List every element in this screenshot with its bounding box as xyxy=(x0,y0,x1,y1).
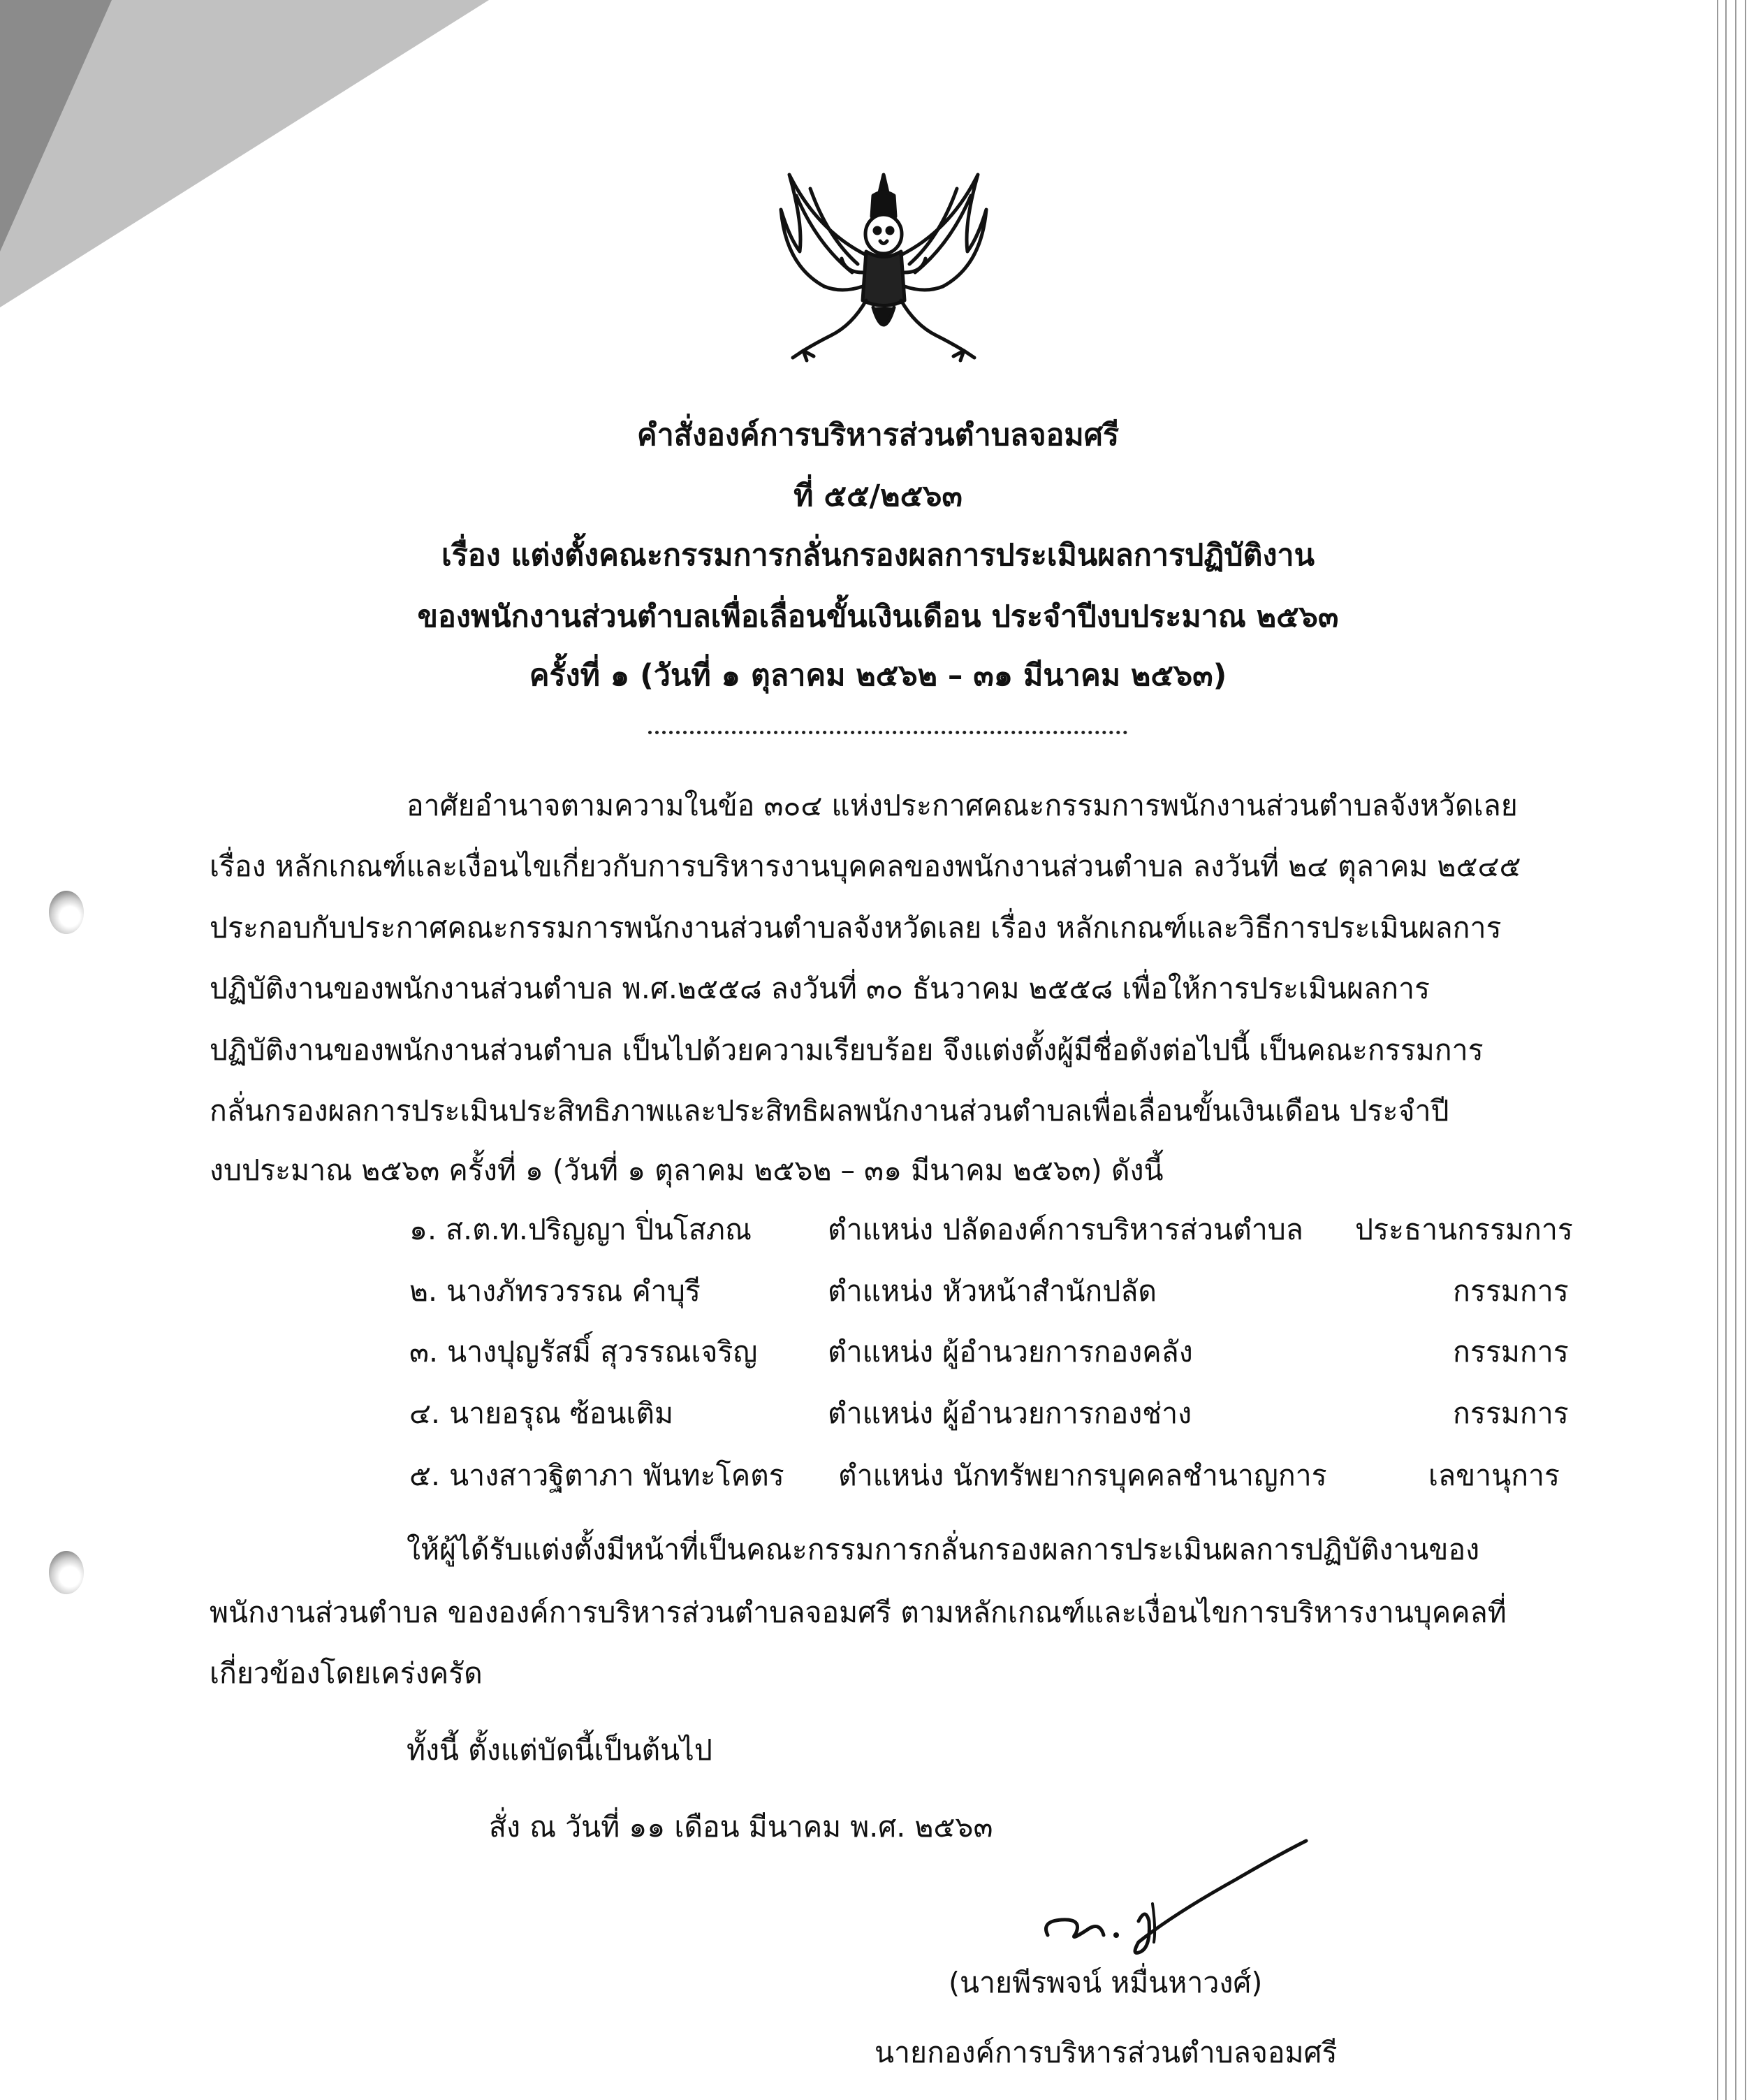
document-subject-line-3: ครั้งที่ ๑ (วันที่ ๑ ตุลาคม ๒๕๖๒ – ๓๑ มีนาคม ๒๕๖๓) xyxy=(529,658,1227,693)
document-title: คำสั่งองค์การบริหารส่วนตำบลจอมศรี xyxy=(636,418,1120,453)
paragraph-1-line: เรื่อง หลักเกณฑ์และเงื่อนไขเกี่ยวกับการบริหารงานบุคคลของพนักงานส่วนตำบล ลงวันที่ ๒๔ ตุลาคม ๒๕๔๕ xyxy=(210,850,1521,883)
member-role: กรรมการ xyxy=(1453,1274,1569,1308)
page-edge xyxy=(1717,0,1718,2100)
member-position: ตำแหน่ง ผู้อำนวยการกองช่าง xyxy=(828,1397,1192,1430)
member-role: ประธานกรรมการ xyxy=(1355,1213,1573,1246)
member-position: ตำแหน่ง นักทรัพยากรบุคคลชำนาญการ xyxy=(838,1459,1327,1492)
document-subject-line-1: เรื่อง แต่งตั้งคณะกรรมการกลั่นกรองผลการประเมินผลการปฏิบัติงาน xyxy=(441,538,1315,573)
member-name: ๒. นางภัทรวรรณ คำบุรี xyxy=(409,1274,701,1308)
order-date: สั่ง ณ วันที่ ๑๑ เดือน มีนาคม พ.ศ. ๒๕๖๓ xyxy=(489,1810,993,1844)
paragraph-1-line: ปฏิบัติงานของพนักงานส่วนตำบล พ.ศ.๒๕๕๘ ลงวันที่ ๓๐ ธันวาคม ๒๕๕๘ เพื่อให้การประเมินผลการ xyxy=(210,972,1431,1005)
member-name: ๕. นางสาวฐิตาภา พันทะโคตร xyxy=(409,1459,784,1492)
paragraph-1-line: งบประมาณ ๒๕๖๓ ครั้งที่ ๑ (วันที่ ๑ ตุลาคม ๒๕๖๒ – ๓๑ มีนาคม ๒๕๖๓) ดังนี้ xyxy=(210,1153,1164,1187)
garuda-emblem-icon xyxy=(775,168,992,363)
member-role: กรรมการ xyxy=(1453,1397,1569,1430)
paragraph-2-line: พนักงานส่วนตำบล ขององค์การบริหารส่วนตำบลจอมศรี ตามหลักเกณฑ์และเงื่อนไขการบริหารงานบุคคลที่ xyxy=(210,1596,1507,1629)
signatory-title: นายกองค์การบริหารส่วนตำบลจอมศรี xyxy=(875,2036,1338,2069)
page-edge xyxy=(1735,0,1736,2100)
effective-statement: ทั้งนี้ ตั้งแต่บัดนี้เป็นต้นไป xyxy=(407,1733,712,1767)
header-separator xyxy=(648,731,1127,734)
member-role: กรรมการ xyxy=(1453,1335,1569,1369)
punch-hole xyxy=(49,1551,84,1594)
paragraph-1-line: อาศัยอำนาจตามความในข้อ ๓๐๔ แห่งประกาศคณะกรรมการพนักงานส่วนตำบลจังหวัดเลย xyxy=(407,789,1518,822)
member-position: ตำแหน่ง หัวหน้าสำนักปลัด xyxy=(828,1274,1157,1308)
member-position: ตำแหน่ง ปลัดองค์การบริหารส่วนตำบล xyxy=(828,1213,1303,1246)
paragraph-2-line: ให้ผู้ได้รับแต่งตั้งมีหน้าที่เป็นคณะกรรมการกลั่นกรองผลการประเมินผลการปฏิบัติงานของ xyxy=(407,1533,1480,1566)
member-role: เลขานุการ xyxy=(1428,1459,1560,1492)
member-name: ๔. นายอรุณ ซ้อนเติม xyxy=(409,1397,674,1430)
member-position: ตำแหน่ง ผู้อำนวยการกองคลัง xyxy=(828,1335,1193,1369)
paragraph-1-line: กลั่นกรองผลการประเมินประสิทธิภาพและประสิทธิผลพนักงานส่วนตำบลเพื่อเลื่อนขั้นเงินเดือน ประจำปี xyxy=(210,1094,1449,1128)
paragraph-1-line: ประกอบกับประกาศคณะกรรมการพนักงานส่วนตำบลจังหวัดเลย เรื่อง หลักเกณฑ์และวิธีการประเมินผลการ xyxy=(210,911,1502,945)
page-edge xyxy=(1725,0,1727,2100)
document-subject-line-2: ของพนักงานส่วนตำบลเพื่อเลื่อนขั้นเงินเดือน ประจำปีงบประมาณ ๒๕๖๓ xyxy=(417,599,1339,634)
member-name: ๑. ส.ต.ท.ปริญญา ปิ่นโสภณ xyxy=(409,1213,752,1246)
signatory-name: (นายพีรพจน์ หมื่นหาวงศ์) xyxy=(949,1966,1263,1999)
punch-hole xyxy=(49,891,84,934)
handwritten-signature xyxy=(1034,1830,1327,1970)
page-edge xyxy=(1745,0,1746,2100)
document-number: ที่ ๕๕/๒๕๖๓ xyxy=(793,479,963,513)
member-name: ๓. นางปุญรัสมิ์ สุวรรณเจริญ xyxy=(409,1335,758,1369)
paragraph-1-line: ปฏิบัติงานของพนักงานส่วนตำบล เป็นไปด้วยความเรียบร้อย จึงแต่งตั้งผู้มีชื่อดังต่อไปนี้ เป็นคณะกรรมการ xyxy=(210,1033,1484,1067)
paragraph-2-line: เกี่ยวข้องโดยเคร่งครัด xyxy=(210,1656,483,1690)
scan-shadow-dark xyxy=(0,0,112,251)
